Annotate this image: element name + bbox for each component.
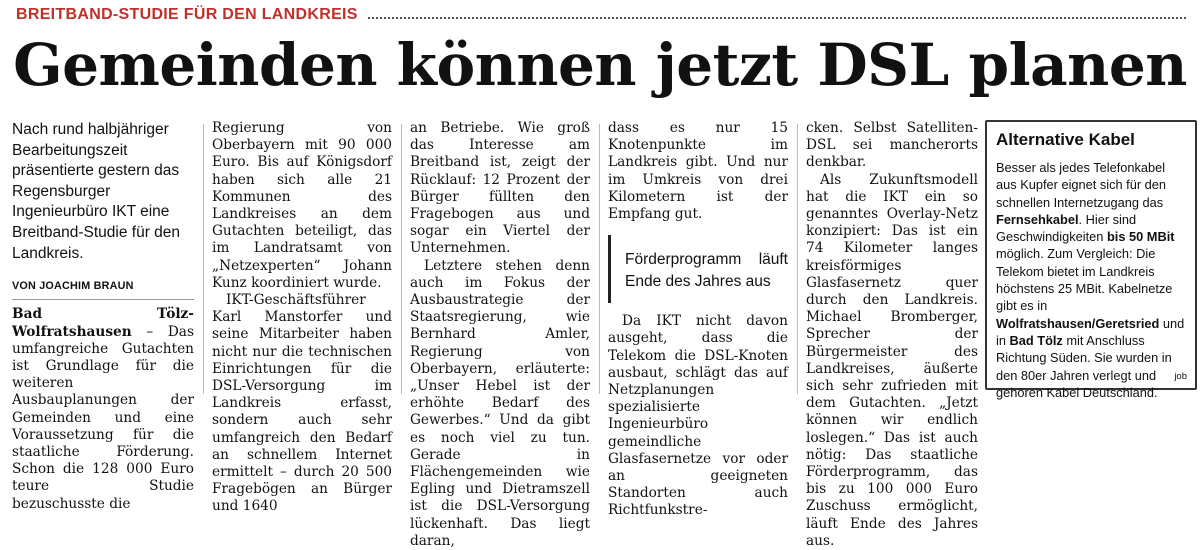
sidebar-text: [996, 159, 1186, 401]
sidebar-title: Alternative Kabel: [996, 130, 1135, 149]
byline: VON JOACHIM BRAUN: [12, 278, 194, 300]
paragraph: cken. Selbst Satelliten-DSL sei mancherorts denkbar.: [806, 120, 978, 171]
column-divider: [599, 124, 600, 394]
paragraph: Als Zukunftsmodell hat die IKT ein so genanntes Overlay-Netz konzipiert: Das ist ein 74 Kilometer langes kreisförmiges Glasfasernetz quer durch den Landkreis. Michael Bromberger, Sprecher der Bürgermeister des Landkreises, äußerte sich sehr zufrieden mit dem Gutachten. „Jetzt können wir endlich loslegen.“ Das ist auch nötig: Das staatliche Förderprogramm, das bis zu 100 000 Euro Zuschuss ermöglicht, läuft Ende des Jahres aus.: [806, 171, 978, 549]
column-divider: [401, 124, 402, 394]
kicker-row: [16, 6, 1186, 30]
article-column-5: [806, 120, 978, 550]
sidebar-highlight: Wolfratshausen/Geretsried: [996, 315, 1160, 331]
kicker: BREITBAND-STUDIE FÜR DEN LANDKREIS: [16, 6, 366, 24]
paragraph: dass es nur 15 Knotenpunkte im Landkreis gibt. Und nur im Umkreis von drei Kilometern ist der Empfang gut.: [608, 120, 788, 223]
article-column-4: [608, 120, 788, 520]
intro-text: Nach rund halbjähriger Bearbeitungszeit präsentierte gestern das Regensburger Ingenieurbüro IKT eine Breitband-Studie für den Landkreis.: [12, 121, 181, 262]
dateline: Bad Tölz-Wolfratshausen: [12, 306, 194, 340]
sidebar-text-part: . Hier sind Geschwindigkeiten: [996, 211, 1137, 245]
sidebar-text-part: möglich. Zum Vergleich: Die Telekom bietet im Landkreis höchstens 25 MBit. Kabelnetze gibt es in: [996, 246, 1173, 314]
article-column-1: [12, 120, 194, 513]
sidebar-text-part: und in: [996, 315, 1185, 348]
paragraph: Da IKT nicht davon ausgeht, dass die Telekom die DSL-Knoten ausbaut, schlägt das auf Netzplanungen spezialisierte Ingenieurbüro gemeindliche Glasfasernetze vor oder an geeigneten Standorten auch Richtfunkstre-: [608, 313, 788, 519]
subhead: Förderprogramm läuft Ende des Jahres aus: [608, 235, 788, 303]
column-divider: [203, 124, 204, 394]
author-signature: job: [1174, 371, 1187, 382]
sidebar-highlight: bis 50 MBit: [1106, 229, 1175, 245]
paragraph-text: – Das umfangreiche Gutachten ist Grundlage für die weiteren Ausbauplanungen der Gemeinden und eine Voraussetzung für die staatliche Förderung. Schon die 128 000 Euro teure Studie bezuschusste die: [12, 323, 194, 512]
paragraph: Regierung von Oberbayern mit 90 000 Euro. Bis auf Königsdorf haben sich alle 21 Kommunen des Landkreises an dem Gutachten beteiligt, das im Landratsamt von „Netzexperten“ Johann Kunz koordiniert wurde.: [212, 120, 392, 291]
sidebar-text-part: mit Anschluss Richtung Süden. Sie wurden in den 80er Jahren verlegt und gehören Kabel Deutschland.: [996, 332, 1172, 400]
article-column-2: [212, 120, 392, 516]
sidebar-highlight: Bad Tölz: [1009, 332, 1063, 348]
sidebar-text-part: Besser als jedes Telefonkabel aus Kupfer eignet sich für den schnellen Internetzugang das: [996, 160, 1167, 210]
headline: Gemeinden können jetzt DSL planen: [13, 31, 1187, 99]
sidebar-box: [985, 120, 1197, 400]
paragraph: Letztere stehen denn auch im Fokus der Ausbaustrategie der Staatsregierung, wie Bernhard Amler, Regierung von Oberbayern, erläuterte: „Unser Hebel ist der erhöhte Bedarf des Gewerbes.“ Und da gibt es noch viel zu tun. Gerade in Flächengemeinden wie Egling und Dietramszell ist die DSL-Versorgung lückenhaft. Das liegt daran,: [410, 257, 590, 549]
sidebar-highlight: Fernsehkabel: [996, 211, 1079, 227]
paragraph: [12, 306, 194, 512]
article-column-3: [410, 120, 590, 550]
column-divider: [797, 124, 798, 394]
paragraph: an Betriebe. Wie groß das Interesse am Breitband ist, zeigt der Rücklauf: 12 Prozent der Bürger füllten den Fragebogen aus und sogar ein Viertel der Unternehmen.: [410, 120, 590, 257]
paragraph: IKT-Geschäftsführer Karl Manstorfer und seine Mitarbeiter haben nicht nur die technischen Einrichtungen für die DSL-Versorgung im Landkreis erfasst, sondern auch sehr umfangreich den Bedarf an schnellem Internet ermittelt – durch 20 500 Fragebögen an Bürger und 1640: [212, 292, 392, 515]
